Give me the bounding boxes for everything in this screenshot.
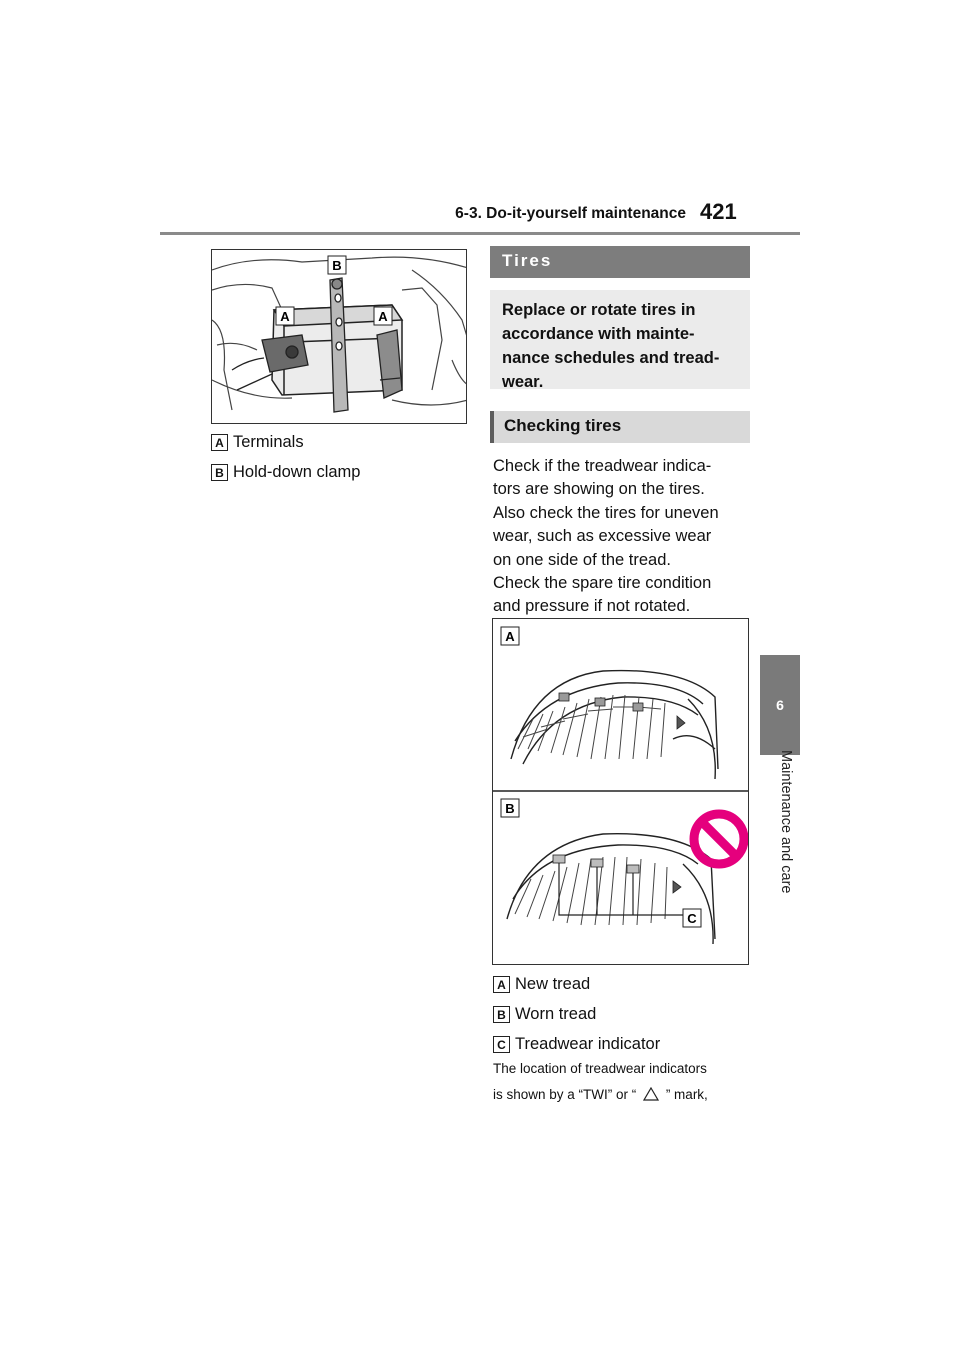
legend-key: B	[493, 1006, 510, 1023]
tire-legend-indicator	[493, 1035, 660, 1054]
legend-label: New tread	[515, 975, 591, 993]
legend-label: Terminals	[233, 433, 304, 451]
body-line: Also check the tires for uneven	[493, 503, 719, 522]
battery-legend-clamp	[211, 463, 360, 482]
body-line: Check if the treadwear indica-	[493, 457, 712, 475]
intro-line: Replace or rotate tires in	[502, 301, 696, 319]
body-line: on one side of the tread.	[493, 550, 671, 569]
note-line-1: The location of treadwear indicators	[493, 1061, 707, 1076]
legend-label: Hold-down clamp	[233, 463, 361, 481]
checking-tires-heading: Checking tires	[490, 411, 750, 443]
callout-a-left: A	[280, 309, 290, 324]
tires-intro-box	[490, 290, 750, 389]
legend-label: Treadwear indicator	[515, 1035, 661, 1053]
callout-a: A	[505, 629, 515, 644]
section-title: 6-3. Do-it-yourself maintenance	[455, 205, 686, 222]
legend-key: A	[211, 434, 228, 451]
chapter-title: Maintenance and care	[778, 750, 794, 894]
callout-a-right: A	[378, 309, 388, 324]
legend-label: Worn tread	[515, 1005, 597, 1023]
triangle-icon	[643, 1087, 659, 1101]
intro-line: accordance with mainte-	[502, 325, 695, 343]
intro-line: wear.	[502, 373, 544, 391]
header-rule	[160, 232, 800, 235]
tire-tread-illustration	[492, 618, 749, 965]
battery-legend-terminals	[211, 433, 304, 452]
page-number: 421	[700, 199, 737, 224]
tires-heading: Tires	[490, 246, 750, 278]
callout-c: C	[687, 911, 697, 926]
callout-b: B	[505, 801, 515, 816]
intro-line: nance schedules and tread-	[502, 349, 720, 367]
body-line: Check the spare tire condition	[493, 574, 712, 593]
tire-legend-worn	[493, 1005, 596, 1024]
callout-b: B	[332, 258, 342, 273]
body-line: tors are showing on the tires.	[493, 480, 705, 499]
checking-tires-body	[493, 455, 753, 619]
legend-key: B	[211, 464, 228, 481]
legend-key: C	[493, 1036, 510, 1053]
body-line: and pressure if not rotated.	[493, 597, 691, 616]
chapter-tab: 6	[760, 655, 800, 755]
legend-key: A	[493, 976, 510, 993]
note-suffix: ” mark,	[665, 1087, 708, 1102]
tire-legend-new	[493, 975, 590, 994]
battery-illustration	[211, 249, 467, 424]
note-line-2	[493, 1087, 763, 1102]
body-line: wear, such as excessive wear	[493, 527, 712, 546]
note-prefix: is shown by a “TWI” or “	[493, 1087, 637, 1102]
